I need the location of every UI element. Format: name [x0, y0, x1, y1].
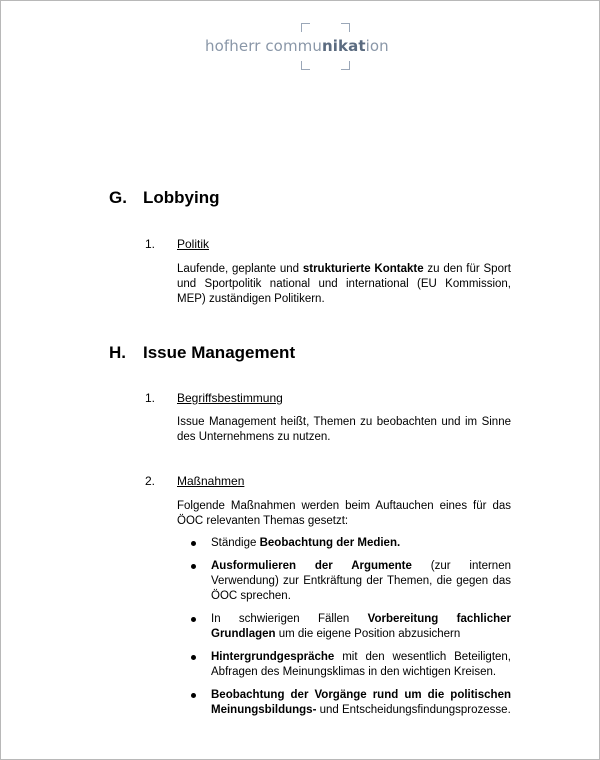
text-run: Ständige: [211, 537, 260, 549]
bold-text: Hintergrundgespräche: [211, 651, 335, 663]
bullet-icon: [191, 541, 196, 546]
paragraph: [177, 415, 511, 445]
logo-bracket-bottom-right: [341, 61, 350, 70]
bullet-item: [177, 688, 511, 718]
logo-bracket-top-left: [301, 23, 310, 32]
bold-text: strukturierte Kontakte: [302, 263, 424, 275]
logo-bracket-bottom-left: [301, 61, 310, 70]
text-run: In schwierigen Fällen: [211, 613, 368, 625]
logo-text: hofherr communikation: [205, 37, 389, 55]
bold-text: Ausformulieren der Argumente: [211, 560, 412, 572]
text-run: Laufende, geplante und: [177, 263, 303, 275]
text-run: Issue Management heißt, Themen zu beobachten und im Sinne des Unternehmens zu nutzen.: [177, 416, 511, 443]
subsection-heading-begriffsbestimmung: 1. Begriffsbestimmung: [145, 391, 283, 405]
text-run: zu den für Sport und Sportpolitik national und international (EU Kommission, MEP) zuständigen Politikern.: [177, 263, 511, 305]
text-run: Folgende Maßnahmen werden beim Auftauchen eines für das ÖOC relevanten Themas gesetzt:: [177, 500, 511, 527]
bullet-item: [177, 536, 511, 551]
text-run: (zur internen Verwendung) zur Entkräftung der Themen, die gegen das ÖOC sprechen.: [211, 560, 511, 602]
bold-text: Vorbereitung fachlicher Grundlagen: [211, 613, 511, 640]
text-run: mit den wesentlich Beteiligten, Abfragen des Meinungsklimas in den wichtigen Kreisen.: [211, 651, 511, 678]
text-run: und Entscheidungsfindungsprozesse.: [316, 704, 511, 716]
bullet-item: [177, 612, 511, 642]
bullet-icon: [191, 655, 196, 660]
bullet-item: [177, 650, 511, 680]
bold-text: Beobachtung der Vorgänge rund um die politischen Meinungsbildungs-: [211, 689, 511, 716]
text-run: um die eigene Position abzusichern: [275, 628, 461, 640]
logo-bracket-top-right: [341, 23, 350, 32]
paragraph: [177, 499, 511, 529]
subsection-heading-politik: 1. Politik: [145, 237, 210, 251]
bullet-icon: [191, 564, 196, 569]
section-heading-issue-management: H. Issue Management: [109, 343, 296, 362]
bullet-list: [177, 536, 511, 726]
bullet-icon: [191, 617, 196, 622]
section-heading-lobbying: G. Lobbying: [109, 188, 220, 207]
bullet-icon: [191, 693, 196, 698]
bullet-item: [177, 559, 511, 604]
bold-text: Beobachtung der Medien.: [259, 537, 401, 549]
company-logo: [205, 23, 389, 73]
subsection-heading-massnahmen: 2. Maßnahmen: [145, 474, 245, 488]
paragraph: [177, 262, 511, 307]
